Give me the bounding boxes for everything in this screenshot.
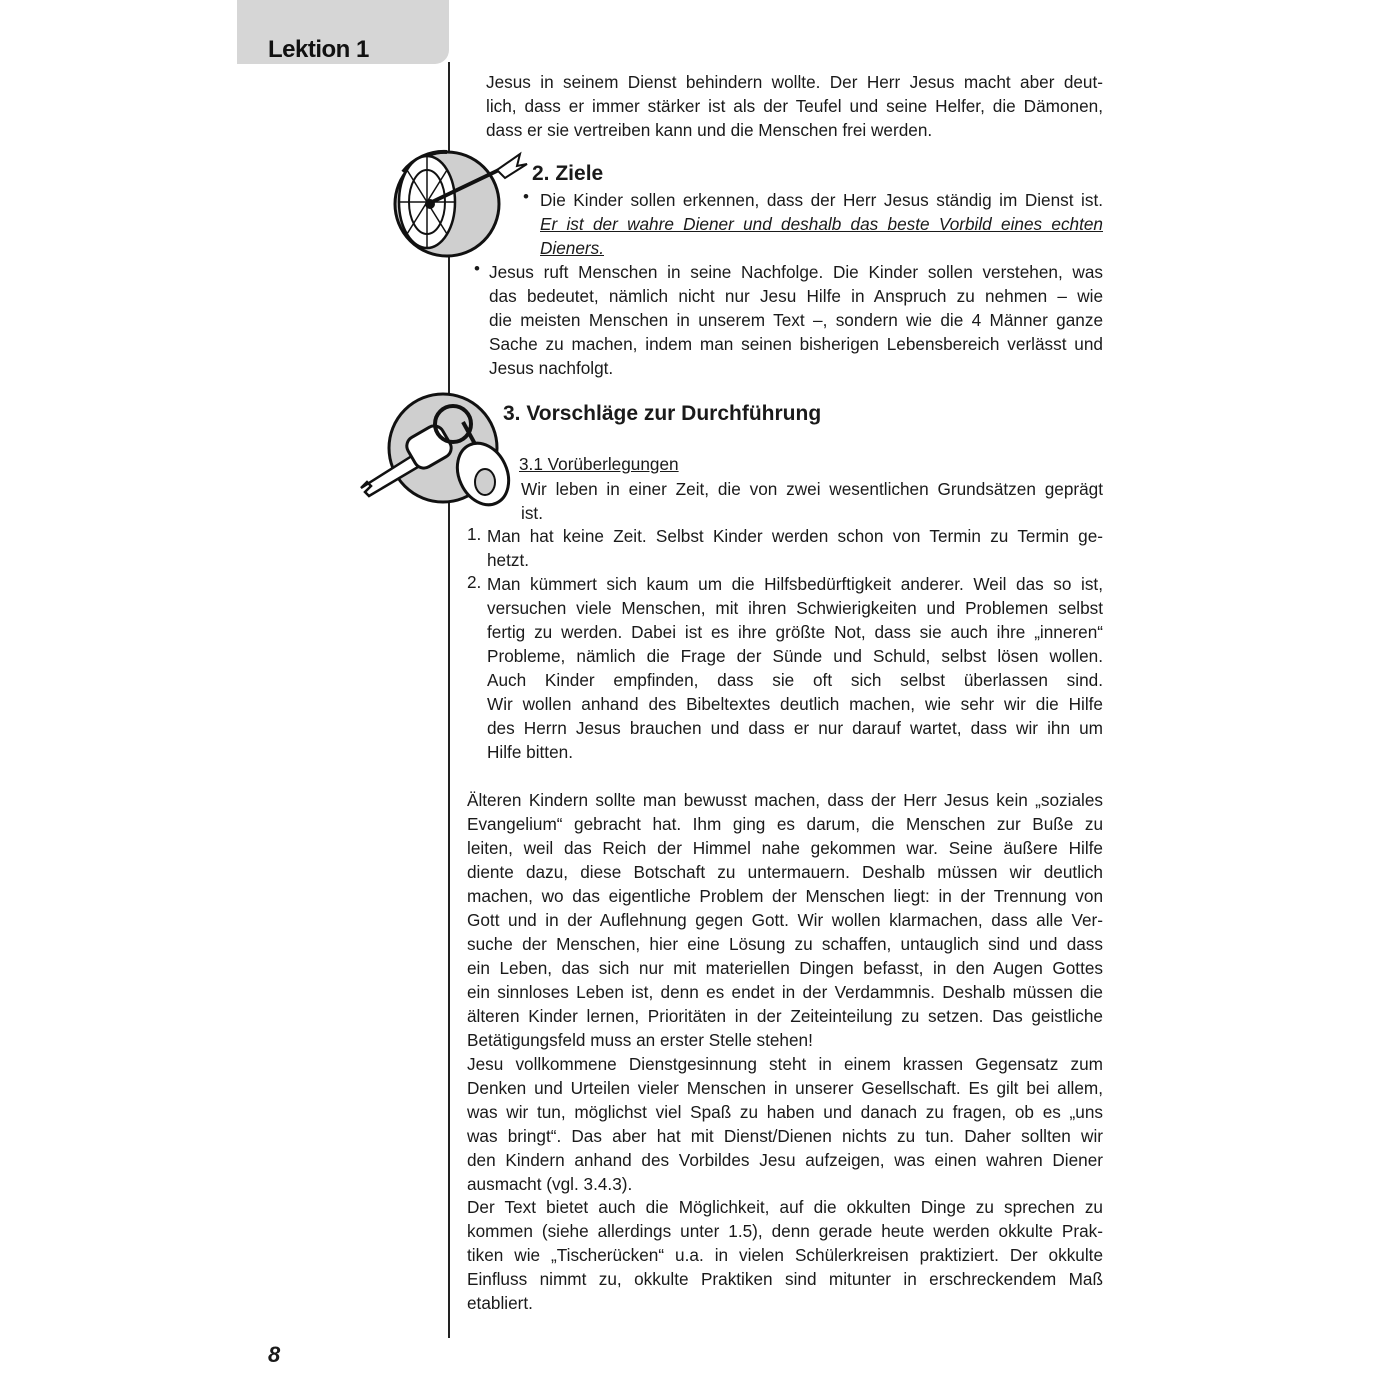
text-line: Denken und Urteilen vieler Menschen in unserer Gesellschaft. Es gilt bei allem, [467, 1078, 1103, 1098]
item-number: 1. [467, 524, 482, 544]
text-line: ein sinnloses Leben ist, denn es endet in der Verdammnis. Deshalb müssen die [467, 982, 1103, 1002]
text-line: des Herrn Jesus brauchen und dass er nur darauf wartet, dass wir ihn um [487, 718, 1103, 738]
page-number: 8 [268, 1342, 281, 1367]
text-line: hetzt. [487, 550, 530, 570]
text-line: Wir leben in einer Zeit, die von zwei wesentlichen Grundsätzen geprägt [521, 479, 1103, 499]
text-line: fertig zu werden. Dabei ist es ihre größte Not, dass sie auch ihre „inneren“ [487, 622, 1103, 642]
text-line: Gott und in der Auflehnung gegen Gott. Wir wollen klarmachen, dass alle Ver- [467, 910, 1103, 930]
text-line: älteren Kinder lernen, Prioritäten in der Zeiteinteilung zu setzen. Das geistliche [467, 1006, 1103, 1026]
text-line: suche der Menschen, hier eine Lösung zu schaffen, untauglich sind und dass [467, 934, 1103, 954]
bullet-dot: • [523, 187, 529, 206]
text-line: etabliert. [467, 1293, 533, 1313]
text-line: dass er sie vertreiben kann und die Menschen frei werden. [486, 120, 933, 140]
text-line: tiken wie „Tischerücken“ u.a. in vielen Schülerkreisen praktiziert. Der okkulte [467, 1245, 1103, 1265]
text-line: lich, dass er immer stärker ist als der Teufel und seine Helfer, die Dämonen, [486, 96, 1103, 116]
bullet-dot: • [474, 259, 480, 278]
text-line: Jesus in seinem Dienst behindern wollte. Der Herr Jesus macht aber deut- [486, 72, 1103, 92]
text-line: das bedeutet, nämlich nicht nur Jesu Hilfe in Anspruch zu nehmen – wie [489, 286, 1103, 306]
text-line: leiten, weil das Reich der Himmel nahe gekommen war. Seine äußere Hilfe [467, 838, 1103, 858]
text-line: Einfluss nimmt zu, okkulte Praktiken sind mitunter in erschreckendem Maß [467, 1269, 1103, 1289]
text-line: Hilfe bitten. [487, 742, 573, 762]
text-line: Er ist der wahre Diener und deshalb das beste Vorbild eines echten [540, 214, 1103, 234]
text-line: machen, wo das eigentliche Problem der Menschen liegt: in der Trennung von [467, 886, 1103, 906]
text-line: was wir tun, möglichst viel Spaß zu haben und danach zu fragen, ob es „uns [467, 1102, 1103, 1122]
text-line: Die Kinder sollen erkennen, dass der Herr Jesus ständig im Dienst ist. [540, 190, 1103, 210]
text-line: ein Leben, das sich nur mit materiellen Dingen befasst, in den Augen Gottes [467, 958, 1103, 978]
lesson-label: Lektion 1 [268, 36, 369, 63]
text-line: Dieners. [540, 238, 604, 258]
section-3-title: 3. Vorschläge zur Durchführung [503, 402, 822, 425]
text-line: ausmacht (vgl. 3.4.3). [467, 1174, 633, 1194]
text-line: kommen (siehe allerdings unter 1.5), denn gerade heute werden okkulte Prak- [467, 1221, 1103, 1241]
item-number: 2. [467, 572, 482, 592]
text-line: versuchen viele Menschen, mit ihren Schwierigkeiten und Problemen selbst [487, 598, 1103, 618]
text-line: Man hat keine Zeit. Selbst Kinder werden schon von Termin zu Termin ge- [487, 526, 1103, 546]
text-line: Man kümmert sich kaum um die Hilfsbedürftigkeit anderer. Weil das so ist, [487, 574, 1103, 594]
section-2-title: 2. Ziele [532, 162, 604, 185]
text-line: Jesu vollkommene Dienstgesinnung steht in einem krassen Gegensatz zum [467, 1054, 1103, 1074]
text-line: was bringt“. Das aber hat mit Dienst/Dienen nichts zu tun. Daher sollten wir [467, 1126, 1103, 1146]
text-line: Probleme, nämlich die Frage der Sünde und Schuld, selbst lösen wollen. [487, 646, 1103, 666]
text-line: diente dazu, diese Botschaft zu untermauern. Deshalb müssen wir deutlich [467, 862, 1103, 882]
text-line: Jesus nachfolgt. [489, 358, 614, 378]
text-line: den Kindern anhand des Vorbildes Jesu aufzeigen, was einen wahren Diener [467, 1150, 1103, 1170]
text-line: Sache zu machen, indem man seinen bisherigen Lebensbereich verlässt und [489, 334, 1103, 354]
subsection-title: 3.1 Vorüberlegungen [519, 454, 679, 474]
text-line: ist. [521, 503, 543, 523]
text-line: Betätigungsfeld muss an erster Stelle stehen! [467, 1030, 813, 1050]
text-line: Der Text bietet auch die Möglichkeit, auf die okkulten Dinge zu sprechen zu [467, 1197, 1103, 1217]
text-line: die meisten Menschen in unserem Text –, sondern wie die 4 Männer ganze [489, 310, 1103, 330]
text-line: Auch Kinder empfinden, dass sie oft sich selbst überlassen sind. [487, 670, 1103, 690]
text-line: Jesus ruft Menschen in seine Nachfolge. Die Kinder sollen verstehen, was [489, 262, 1103, 282]
key-icon [355, 392, 515, 517]
text-line: Wir wollen anhand des Bibeltextes deutlich machen, wie sehr wir die Hilfe [487, 694, 1103, 714]
dartboard-icon [385, 142, 530, 262]
text-line: Evangelium“ gebracht hat. Ihm ging es darum, die Menschen zur Buße zu [467, 814, 1103, 834]
text-line: Älteren Kindern sollte man bewusst machen, dass der Herr Jesus kein „soziales [467, 790, 1103, 810]
